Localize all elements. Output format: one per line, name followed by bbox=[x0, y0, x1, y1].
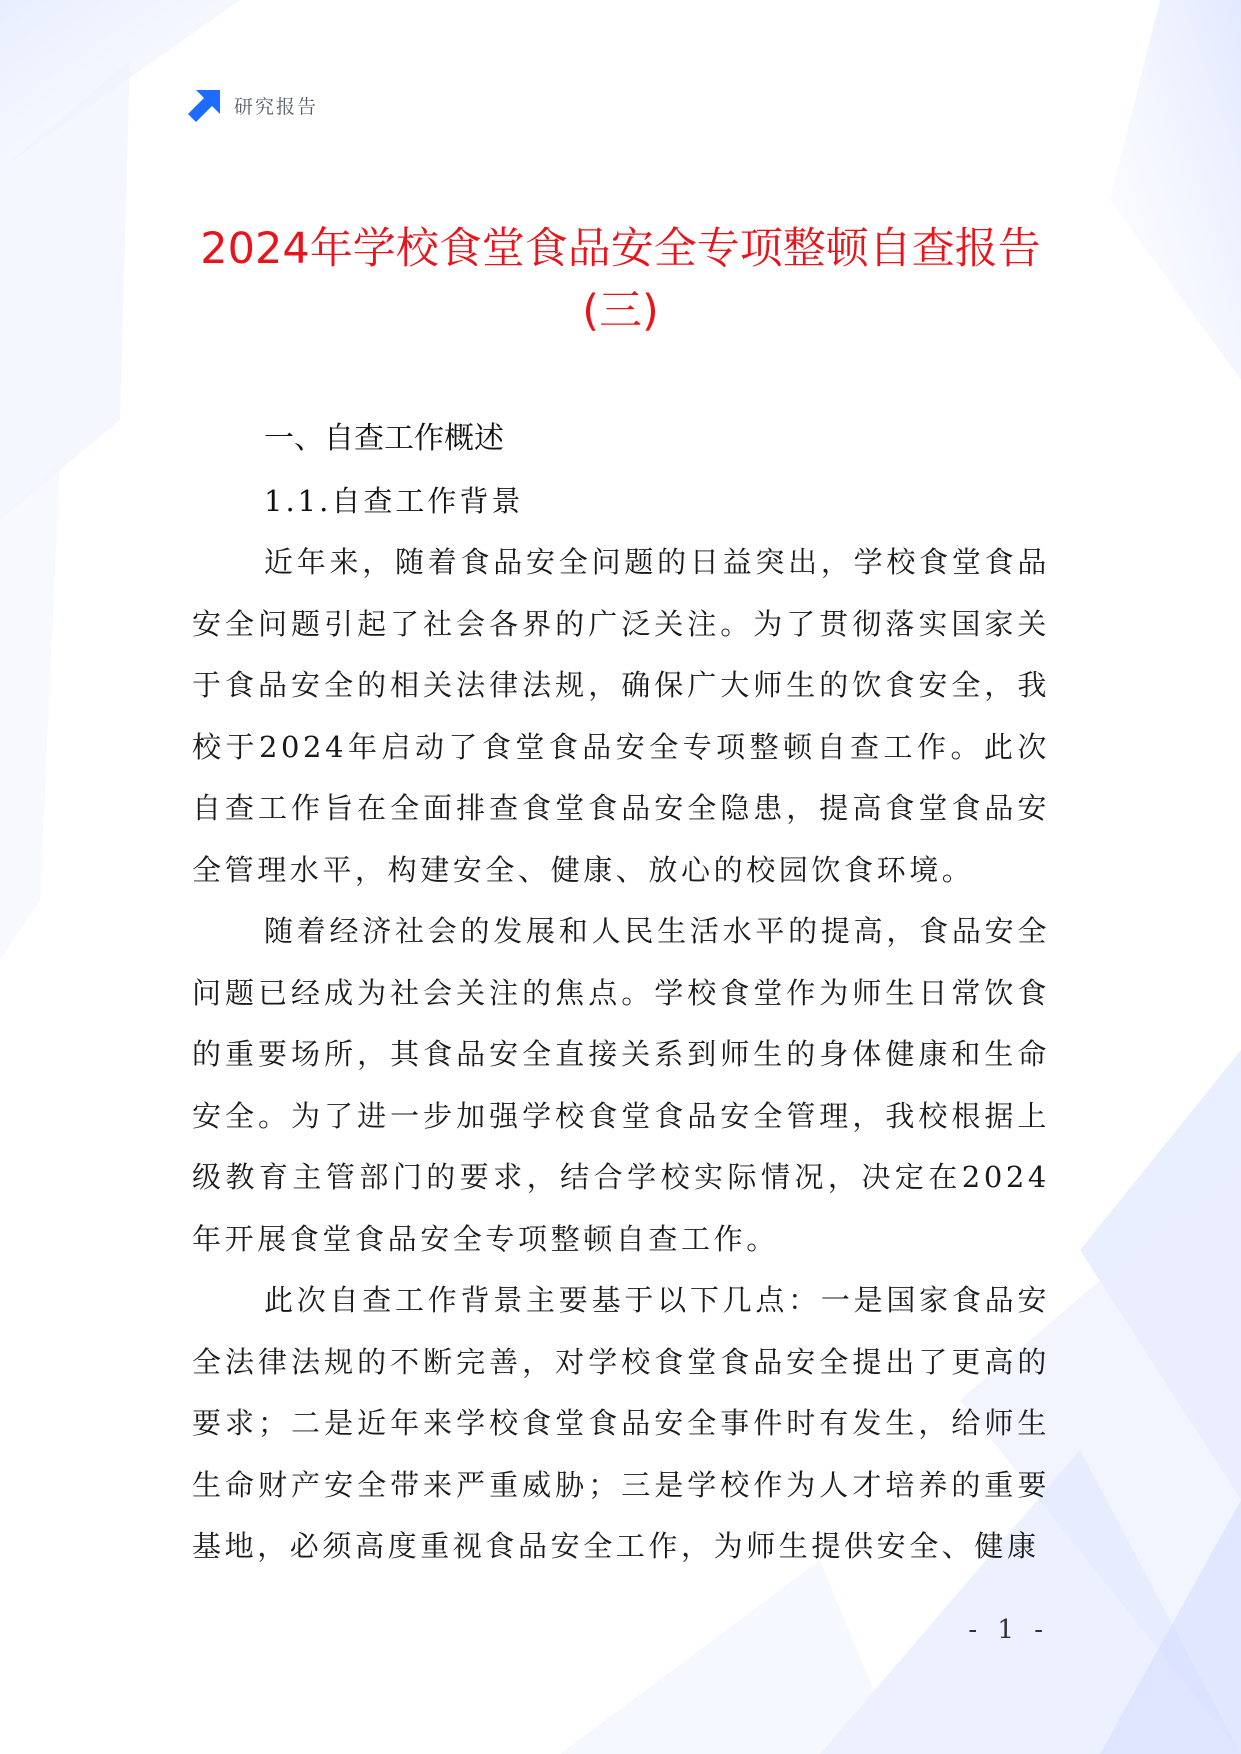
subsection-heading: 1.1.自查工作背景 bbox=[264, 484, 524, 518]
section-heading: 一、自查工作概述 bbox=[264, 421, 504, 456]
paragraph-2: 随着经济社会的发展和人民生活水平的提高，食品安全问题已经成为社会关注的焦点。学校食堂作为师生日常饮食的重要场所，其食品安全直接关系到师生的身体健康和生命安全。为了进一步加强学校食堂食品安全管理，我校根据上级教育主管部门的要求，结合学校实际情况，决定在2024年开展食堂食品安全专项整顿自查工作。 bbox=[192, 914, 1050, 1256]
page-number: - 1 - bbox=[968, 1615, 1049, 1645]
paragraph-1: 近年来，随着食品安全问题的日益突出，学校食堂食品安全问题引起了社会各界的广泛关注。为了贯彻落实国家关于食品安全的相关法律法规，确保广大师生的饮食安全，我校于2024年启动了食堂食品安全专项整顿自查工作。此次自查工作旨在全面排查食堂食品安全隐患，提高食堂食品安全管理水平，构建安全、健康、放心的校园饮食环境。 bbox=[192, 545, 1050, 887]
document-body bbox=[192, 408, 1050, 1578]
arrow-up-right-icon bbox=[188, 88, 222, 122]
header-label: 研究报告 bbox=[234, 95, 319, 118]
document-title: 2024年学校食堂食品安全专项整顿自查报告(三) bbox=[200, 224, 1041, 336]
paragraph-3: 此次自查工作背景主要基于以下几点：一是国家食品安全法律法规的不断完善，对学校食堂食品安全提出了更高的要求；二是近年来学校食堂食品安全事件时有发生，给师生生命财产安全带来严重威胁；三是学校作为人才培养的重要基地，必须高度重视食品安全工作，为师生提供安全、健康 bbox=[192, 1283, 1050, 1563]
report-header bbox=[188, 88, 318, 122]
